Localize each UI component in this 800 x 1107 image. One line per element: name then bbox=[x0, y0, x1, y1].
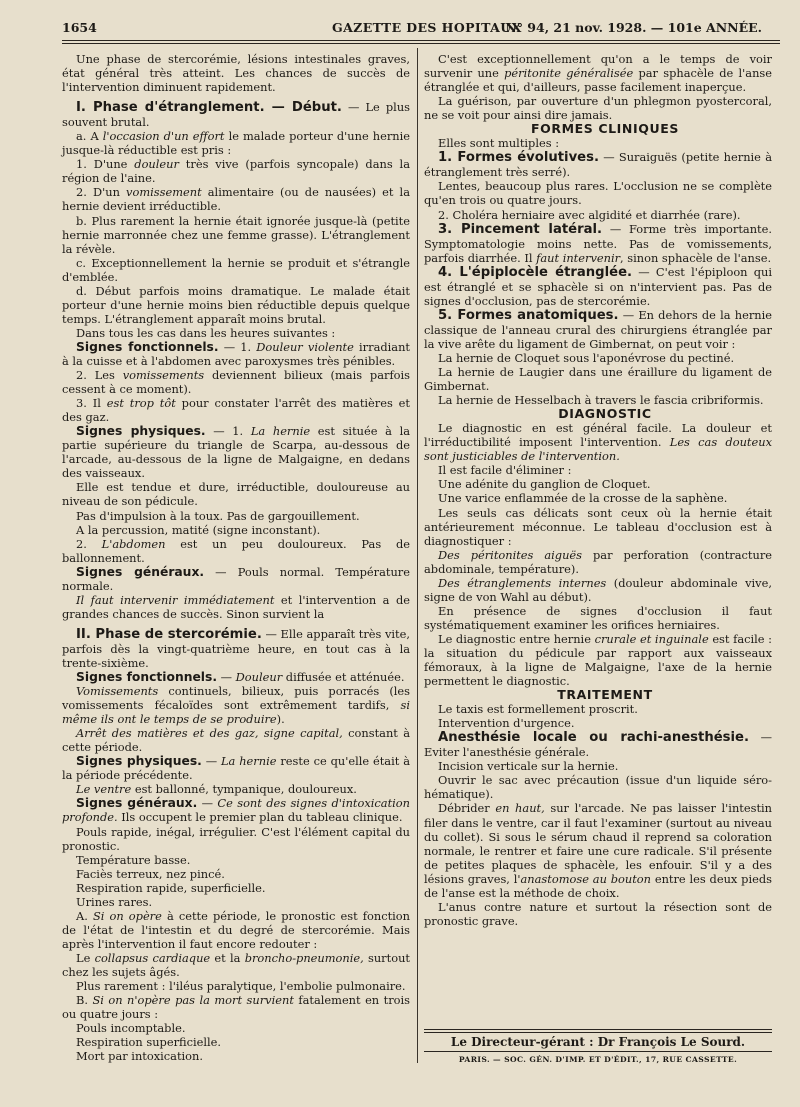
paragraph: Pas d'impulsion à la toux. Pas de gargouillement. bbox=[76, 508, 360, 523]
subheading: Signes fonctionnels. bbox=[76, 339, 219, 354]
subheading: 4. L'épiplocèle étranglée. bbox=[438, 264, 633, 280]
paragraph: Pouls rapide, inégal, irrégulier. C'est l'élément capital du pronostic. bbox=[62, 824, 410, 853]
paragraph: b. Plus rarement la hernie était ignorée jusque-là (petite hernie marronnée chez une femme grasse). L'étranglement la révèle. bbox=[62, 213, 410, 256]
section-title-diagnostic: DIAGNOSTIC bbox=[558, 406, 652, 422]
paragraph: Signes généraux. — Pouls normal. Température normale. bbox=[62, 564, 410, 593]
paragraph: a. A l'occasion d'un effort le malade porteur d'une hernie jusque-là réductible est pris : bbox=[62, 129, 410, 158]
paragraph: Pouls incomptable. bbox=[76, 1021, 186, 1036]
paragraph: 2. Les vomissements deviennent bilieux (mais parfois cessent à ce moment). bbox=[62, 368, 411, 397]
paragraph: Signes fonctionnels. — Douleur diffusée et atténuée. bbox=[76, 670, 405, 685]
paragraph: 2. Choléra herniaire avec algidité et diarrhée (rare). bbox=[438, 207, 741, 222]
paragraph: Respiration rapide, superficielle. bbox=[76, 880, 266, 895]
paragraph: C'est exceptionnellement qu'on a le temps de voir survenir une péritonite généralisée par sphacèle de l'anse étranglée et qui, d'ailleurs, passe facilement inaperçue. bbox=[424, 52, 772, 95]
paragraph: Vomissements continuels, bilieux, puis porracés (les vomissements fécaloïdes sont extrêmement tardifs, si même ils ont le temps de se produire). bbox=[62, 684, 410, 727]
paragraph: Le ventre est ballonné, tympanique, douloureux. bbox=[76, 782, 357, 797]
paragraph: 1. Formes évolutives. — Suraiguës (petite hernie à étranglement très serré). bbox=[424, 150, 772, 180]
paragraph: Des étranglements internes (douleur abdominale vive, signe de von Wahl au début). bbox=[424, 575, 772, 604]
subheading: Signes physiques. bbox=[76, 424, 206, 439]
paragraph: Les seuls cas délicats sont ceux où la hernie était antérieurement méconnue. Le tableau d'occlusion est à diagnostiquer : bbox=[424, 505, 772, 548]
paragraph: Signes physiques. — La hernie reste ce qu'elle était à la période précédente. bbox=[62, 754, 410, 783]
section-phase-etranglement: I. Phase d'étranglement. — Début. — Le plus souvent brutal. bbox=[62, 100, 411, 130]
right-column bbox=[424, 52, 772, 928]
subheading: Signes physiques. bbox=[76, 754, 202, 769]
paragraph: Plus rarement : l'iléus paralytique, l'embolie pulmonaire. bbox=[76, 979, 406, 994]
paragraph: Arrêt des matières et des gaz, signe capital, constant à cette période. bbox=[62, 726, 410, 755]
subheading: 5. Formes anatomiques. bbox=[438, 307, 619, 323]
footer-rule bbox=[424, 1051, 772, 1052]
paragraph: A la percussion, matité (signe inconstant). bbox=[76, 522, 321, 537]
paragraph: Des péritonites aiguës par perforation (contracture abdominale, température). bbox=[424, 547, 773, 576]
paragraph: Le diagnostic entre hernie crurale et inguinale est facile : la situation du pédicule par rapport aux vaisseaux fémoraux, à la ligne de Malgaigne, l'axe de la hernie permettent le diagnostic. bbox=[424, 631, 772, 689]
section-title-formes-cliniques: FORMES CLINIQUES bbox=[531, 121, 679, 137]
paragraph: La hernie de Cloquet sous l'aponévrose du pectiné. bbox=[438, 350, 735, 365]
paragraph: 2. D'un vomissement alimentaire (ou de nausées) et la hernie devient irréductible. bbox=[62, 185, 410, 214]
paragraph: Le collapsus cardiaque et la broncho-pneumonie, surtout chez les sujets âgés. bbox=[62, 950, 410, 979]
paragraph: 1. D'une douleur très vive (parfois syncopale) dans la région de l'aine. bbox=[62, 157, 410, 186]
section-heading: I. Phase d'étranglement. bbox=[76, 100, 265, 116]
paragraph: Une adénite du ganglion de Cloquet. bbox=[438, 477, 651, 492]
footer-rule bbox=[424, 1029, 772, 1030]
subheading: 3. Pincement latéral. bbox=[438, 221, 603, 237]
paragraph: L'anus contre nature et surtout la résection sont de pronostic grave. bbox=[424, 899, 772, 928]
paragraph: Il est facile d'éliminer : bbox=[438, 463, 572, 478]
paragraph: 5. Formes anatomiques. — En dehors de la hernie classique de l'anneau crural des chirurgiens étranglée par la vive arête du ligament de Gimbernat, on peut voir : bbox=[424, 307, 772, 351]
section-heading: II. Phase de stercorémie. bbox=[76, 626, 262, 642]
paragraph: En présence de signes d'occlusion il faut systématiquement examiner les orifices herniaires. bbox=[424, 603, 772, 632]
paragraph: Une varice enflammée de la crosse de la saphène. bbox=[438, 491, 728, 506]
director-line: Le Directeur-gérant : Dr François Le Sourd. bbox=[450, 1035, 746, 1049]
paragraph: Une phase de stercorémie, lésions intestinales graves, état général très atteint. Les chances de succès de l'intervention diminuent rapidement. bbox=[62, 52, 410, 95]
paragraph: Il faut intervenir immédiatement et l'intervention a de grandes chances de succès. Sinon survient la bbox=[62, 592, 410, 621]
paragraph: Anesthésie locale ou rachi-anesthésie. — Eviter l'anesthésie générale. bbox=[424, 730, 772, 760]
subheading: Signes généraux. bbox=[76, 796, 198, 811]
paragraph: Elles sont multiples : bbox=[438, 136, 560, 151]
paragraph: La guérison, par ouverture d'un phlegmon pyostercoral, ne se voit pour ainsi dire jamais. bbox=[424, 94, 772, 123]
journal-title: GAZETTE DES HOPITAUX bbox=[332, 20, 522, 35]
paragraph: 3. Pincement latéral. — Forme très importante. Symptomatologie moins nette. Pas de vomissements, parfois diarrhée. Il faut intervenir, sinon sphacèle de l'anse. bbox=[424, 221, 772, 265]
column-divider bbox=[417, 48, 418, 1063]
page-number: 1654 bbox=[62, 20, 97, 35]
paragraph: Signes fonctionnels. — 1. Douleur violente irradiant à la cuisse et à l'abdomen avec paroxysmes très pénibles. bbox=[62, 339, 411, 368]
paragraph: La hernie de Hesselbach à travers le fascia cribriformis. bbox=[438, 393, 764, 408]
paragraph: Signes généraux. — Ce sont des signes d'intoxication profonde. Ils occupent le premier plan du tableau clinique. bbox=[62, 796, 410, 825]
subheading: 1. Formes évolutives. bbox=[438, 150, 599, 166]
left-column bbox=[62, 52, 410, 1063]
paragraph: d. Début parfois moins dramatique. Le malade était porteur d'une hernie moins bien réductible depuis quelque temps. L'étranglement apparaît moins brutal. bbox=[62, 283, 410, 326]
paragraph: Urines rares. bbox=[76, 894, 153, 909]
section-subheading: — Début. bbox=[264, 100, 342, 116]
paragraph: Lentes, beaucoup plus rares. L'occlusion ne se complète qu'en trois ou quatre jours. bbox=[424, 179, 772, 208]
subheading: Signes fonctionnels. bbox=[76, 670, 218, 685]
paragraph: La hernie de Laugier dans une éraillure du ligament de Gimbernat. bbox=[424, 365, 772, 394]
paragraph: Le taxis est formellement proscrit. bbox=[438, 702, 638, 717]
paragraph: Mort par intoxication. bbox=[76, 1049, 203, 1064]
printer-line: PARIS. — SOC. GÉN. D'IMP. ET D'ÉDIT., 17, RUE CASSETTE. bbox=[458, 1055, 738, 1064]
paragraph: Température basse. bbox=[76, 852, 191, 867]
header-rule bbox=[62, 40, 780, 44]
section-title-traitement: TRAITEMENT bbox=[557, 687, 653, 703]
paragraph: Intervention d'urgence. bbox=[438, 716, 575, 731]
footer-rule bbox=[424, 1032, 772, 1033]
paragraph: B. Si on n'opère pas la mort survient fatalement en trois ou quatre jours : bbox=[62, 993, 410, 1022]
paragraph: Signes physiques. — 1. La hernie est située à la partie supérieure du triangle de Scarpa, au-dessous de l'arcade, au-dessous de la ligne de Malgaigne, en dedans des vaisseaux. bbox=[62, 424, 411, 481]
paragraph: Ouvrir le sac avec précaution (issue d'un liquide séro-hématique). bbox=[424, 773, 772, 802]
paragraph: Faciès terreux, nez pincé. bbox=[76, 866, 225, 881]
paragraph: Débrider en haut, sur l'arcade. Ne pas laisser l'intestin filer dans le ventre, car il faut l'examiner (surtout au niveau du collet). Si sous le sérum chaud il reprend sa coloration normale, le rentrer et faire une cure radicale. S'il présente de petites plaques de sphacèle, les enfouir. S'il y a des lésions graves, l'anastomose au bouton entre les deux pieds de l'anse est la méthode de choix. bbox=[424, 801, 773, 900]
paragraph: Incision verticale sur la hernie. bbox=[438, 759, 619, 774]
paragraph: 3. Il est trop tôt pour constater l'arrêt des matières et des gaz. bbox=[62, 396, 410, 425]
paragraph: Elle est tendue et dure, irréductible, douloureuse au niveau de son pédicule. bbox=[62, 480, 410, 509]
subheading: Anesthésie locale ou rachi-anesthésie. bbox=[438, 730, 749, 746]
page-header bbox=[62, 17, 780, 39]
paragraph: Dans tous les cas dans les heures suivantes : bbox=[76, 325, 336, 340]
paragraph: A. Si on opère à cette période, le pronostic est fonction de l'état de l'intestin et du degré de stercorémie. Mais après l'intervention il faut encore redouter : bbox=[62, 908, 410, 951]
paragraph: Le diagnostic en est général facile. La douleur et l'irréductibilité imposent l'intervention. Les cas douteux sont justiciables de l'intervention. bbox=[424, 421, 772, 464]
paragraph: 4. L'épiplocèle étranglée. — C'est l'épiploon qui est étranglé et se sphacèle si on n'intervient pas. Pas de signes d'occlusion, pas de stercorémie. bbox=[424, 264, 773, 308]
issue-info: N° 94, 21 nov. 1928. — 101e ANNÉE. bbox=[505, 20, 762, 35]
paragraph: Respiration superficielle. bbox=[76, 1035, 222, 1050]
subheading: Signes généraux. bbox=[76, 564, 205, 579]
paragraph: 2. L'abdomen est un peu douloureux. Pas de ballonnement. bbox=[62, 536, 410, 565]
section-phase-stercoremie: II. Phase de stercorémie. — Elle apparaît très vite, parfois dès la vingt-quatrième heure, en tout cas à la trente-sixième. bbox=[62, 626, 410, 670]
paragraph: c. Exceptionnellement la hernie se produit et s'étrangle d'emblée. bbox=[62, 255, 410, 284]
